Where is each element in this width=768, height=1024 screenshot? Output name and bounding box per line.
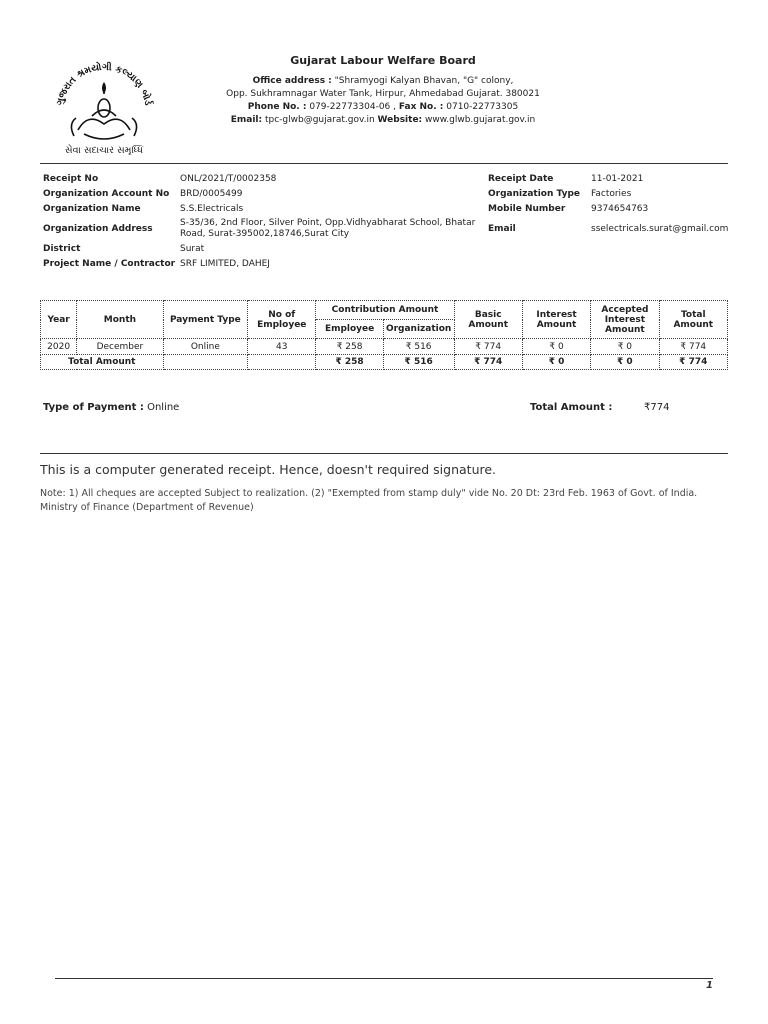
- letterhead: [200, 54, 566, 127]
- cell-payment-type: Online: [163, 339, 247, 355]
- footnote: Note: 1) All cheques are accepted Subject to realization. (2) "Exempted from stamp duly" vide No. 20 Dt: 23rd Feb. 1963 of Govt. of India. Ministry of Finance (Department of Revenue): [40, 488, 698, 513]
- total-row-total: ₹ 774: [659, 355, 727, 370]
- phone-value: 079-22773304-06 ,: [309, 102, 396, 112]
- col-payment-type: Payment Type: [163, 301, 247, 339]
- org-type-value: Factories: [591, 189, 632, 199]
- table-header-row: [41, 301, 728, 320]
- logo-arc-text: ગુજરાત શ્રમયોગી કલ્યાણ બોર્ડ: [54, 61, 154, 107]
- payment-total-label: Total Amount :: [530, 402, 613, 413]
- cell-basic: ₹ 774: [454, 339, 522, 355]
- col-year: Year: [41, 301, 77, 339]
- payment-type: [43, 402, 179, 413]
- col-employee: Employee: [316, 320, 383, 339]
- cell-total: ₹ 774: [659, 339, 727, 355]
- org-name-label: Organization Name: [43, 204, 141, 214]
- col-month: Month: [77, 301, 163, 339]
- col-interest-amount: Interest Amount: [522, 301, 590, 339]
- header-email-label: Email:: [230, 115, 263, 125]
- total-row-organization: ₹ 516: [383, 355, 454, 370]
- district-value: Surat: [180, 244, 205, 254]
- office-address-line: [200, 75, 566, 88]
- mobile-value: 9374654763: [591, 204, 649, 214]
- payment-type-label: Type of Payment :: [43, 402, 144, 413]
- fax-label: Fax No. :: [398, 102, 444, 112]
- cell-no-of-employee: 43: [248, 339, 316, 355]
- total-row-blank-1: [163, 355, 247, 370]
- cell-employee: ₹ 258: [316, 339, 383, 355]
- cell-interest: ₹ 0: [522, 339, 590, 355]
- mobile-label: Mobile Number: [488, 204, 566, 214]
- table-row: [41, 339, 728, 355]
- table-total-row: [41, 355, 728, 370]
- page-footer-rule: [55, 978, 713, 979]
- total-row-accepted-interest: ₹ 0: [591, 355, 659, 370]
- contact-numbers-line: [200, 101, 566, 114]
- col-basic-amount: Basic Amount: [454, 301, 522, 339]
- fax-value: 0710-22773305: [446, 102, 519, 112]
- cell-organization: ₹ 516: [383, 339, 454, 355]
- payment-total-value: ₹774: [644, 402, 670, 413]
- col-total-amount: Total Amount: [659, 301, 727, 339]
- account-no-value: BRD/0005499: [180, 189, 243, 199]
- total-row-blank-2: [248, 355, 316, 370]
- project-value: SRF LIMITED, DAHEJ: [180, 259, 270, 269]
- website-label: Website:: [377, 115, 423, 125]
- footer-divider: [40, 453, 728, 454]
- payment-type-value: Online: [147, 402, 180, 413]
- project-label: Project Name / Contractor: [43, 259, 176, 269]
- organization-title: Gujarat Labour Welfare Board: [290, 54, 476, 67]
- account-no-label: Organization Account No: [43, 189, 170, 199]
- cell-year: 2020: [41, 339, 77, 355]
- total-row-interest: ₹ 0: [522, 355, 590, 370]
- receipt-no-label: Receipt No: [43, 174, 99, 184]
- col-accepted-interest-amount: Accepted Interest Amount: [591, 301, 659, 339]
- logo-motto: સેવા સદાચાર સમૃધ્ધિ: [64, 145, 144, 156]
- computer-generated-notice: This is a computer generated receipt. Hence, doesn't required signature.: [40, 462, 497, 477]
- receipt-date-value: 11-01-2021: [591, 174, 644, 184]
- svg-text:ગુજરાત શ્રમયોગી કલ્યાણ બોર્ડ: [55, 59, 156, 107]
- contribution-table: [40, 300, 728, 370]
- district-label: District: [43, 244, 81, 254]
- header-email-value[interactable]: tpc-glwb@gujarat.gov.in: [264, 115, 375, 125]
- cell-accepted-interest: ₹ 0: [591, 339, 659, 355]
- receipt-no-value: ONL/2021/T/0002358: [180, 174, 277, 184]
- col-no-of-employee: No of Employee: [248, 301, 316, 339]
- office-address-line-2: Opp. Sukhramnagar Water Tank, Hirpur, Ahmedabad Gujarat. 380021: [226, 89, 540, 99]
- page-number: 1: [706, 980, 713, 991]
- website-value[interactable]: www.glwb.gujarat.gov.in: [425, 115, 536, 125]
- total-row-employee: ₹ 258: [316, 355, 383, 370]
- email-value[interactable]: sselectricals.surat@gmail.com: [591, 224, 729, 234]
- phone-label: Phone No. :: [247, 102, 307, 112]
- email-website-line: [200, 114, 566, 127]
- col-contribution-amount: Contribution Amount: [316, 301, 454, 320]
- cell-month: December: [77, 339, 163, 355]
- org-address-label: Organization Address: [43, 224, 153, 234]
- office-address-value: "Shramyogi Kalyan Bhavan, "G" colony,: [334, 76, 514, 86]
- total-row-basic: ₹ 774: [454, 355, 522, 370]
- receipt-date-label: Receipt Date: [488, 174, 554, 184]
- office-address-label: Office address :: [252, 76, 332, 86]
- header-divider: [40, 163, 728, 164]
- gujarat-labour-welfare-board-logo: [48, 52, 160, 158]
- org-type-label: Organization Type: [488, 189, 581, 199]
- org-name-value: S.S.Electricals: [180, 204, 244, 214]
- org-address-value: S-35/36, 2nd Floor, Silver Point, Opp.Vidhyabharat School, Bhatar Road, Surat-395002,18746,Surat City: [180, 218, 476, 239]
- total-row-label: Total Amount: [41, 355, 164, 370]
- col-organization: Organization: [383, 320, 454, 339]
- email-label: Email: [488, 224, 516, 234]
